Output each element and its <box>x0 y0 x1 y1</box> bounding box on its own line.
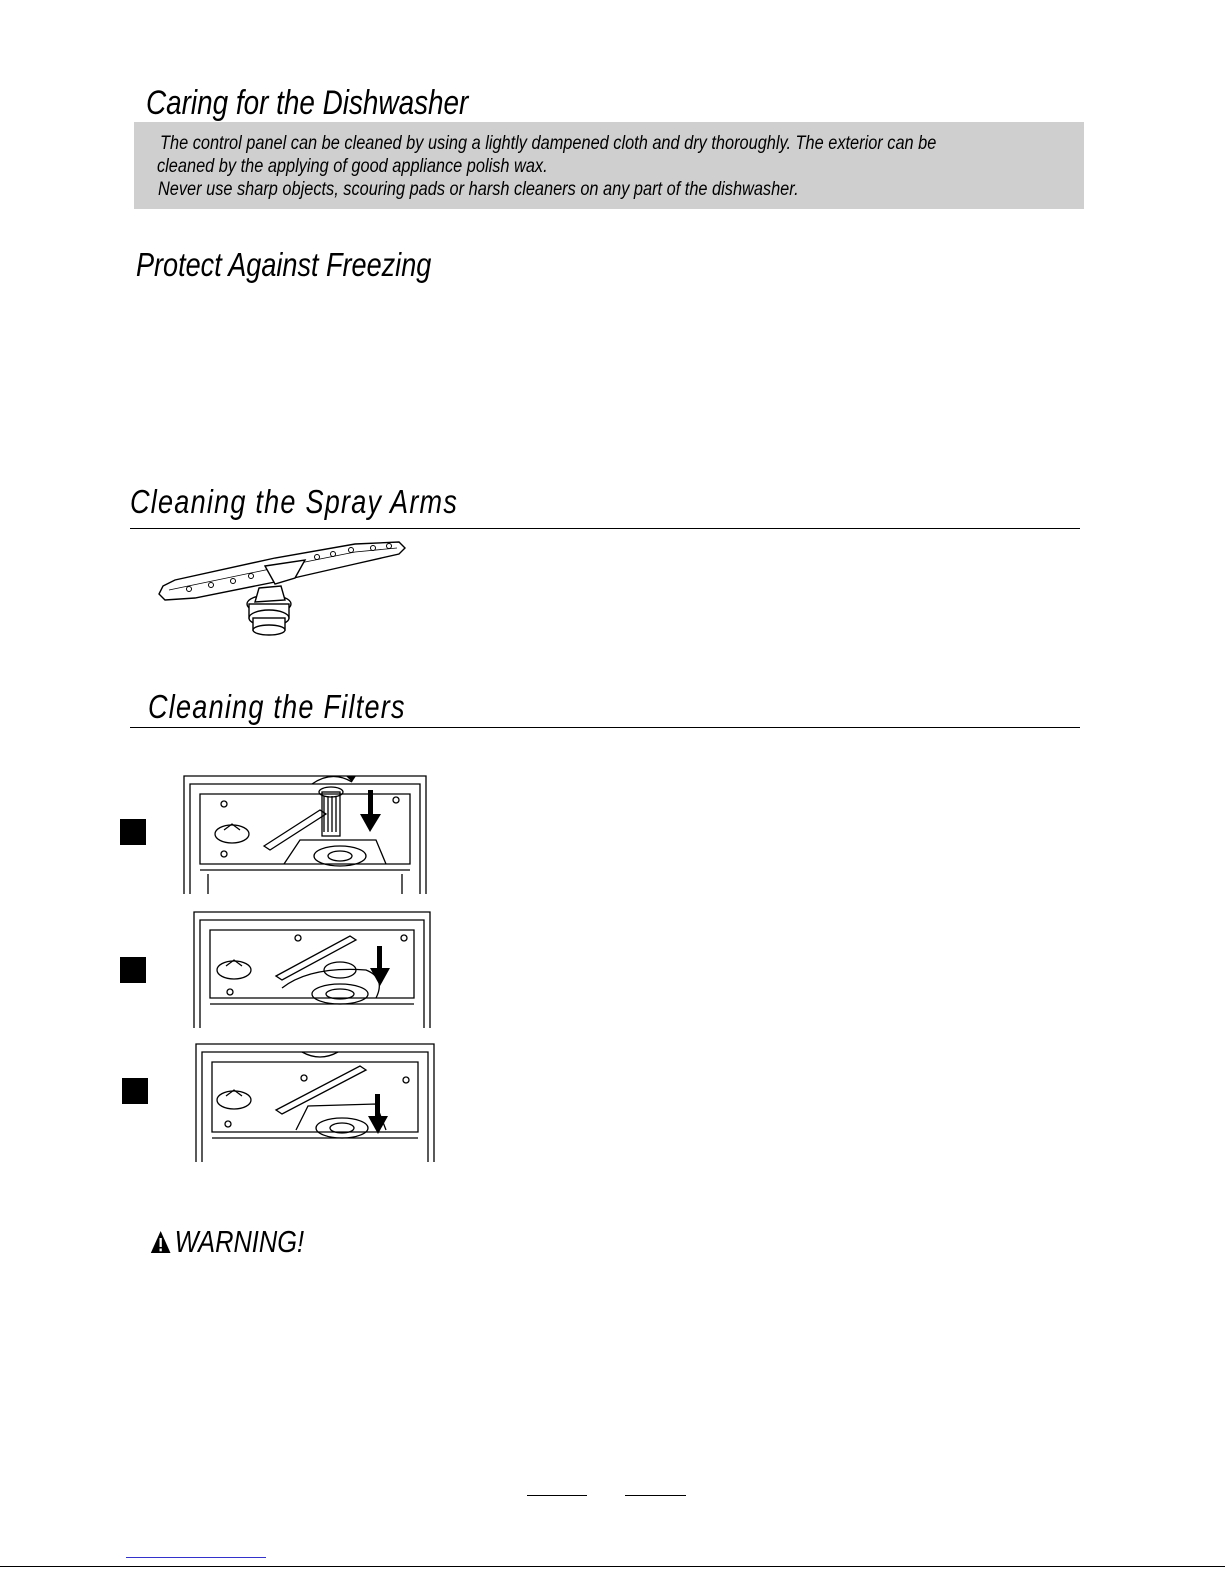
warning-heading <box>150 1224 304 1260</box>
warning-triangle-icon <box>150 1230 171 1254</box>
notice-line-2: cleaned by the applying of good appliance polish wax. <box>157 156 548 177</box>
filter-step-1-illustration <box>180 770 432 896</box>
filter-step-2-illustration <box>190 908 436 1030</box>
warning-title: WARNING! <box>174 1224 305 1259</box>
spray-arm-illustration <box>155 538 415 638</box>
footer-link-underline[interactable] <box>126 1557 266 1558</box>
step-marker-2 <box>120 957 146 983</box>
filters-title: Cleaning the Filters <box>148 688 406 725</box>
caring-notice-box <box>134 122 1084 209</box>
step-marker-1 <box>120 819 146 845</box>
spray-arms-title: Cleaning the Spray Arms <box>130 483 459 520</box>
notice-line-3: Never use sharp objects, scouring pads or harsh cleaners on any part of the dishwasher. <box>158 179 799 200</box>
filter-step-3-illustration <box>192 1040 440 1164</box>
footer-line-left <box>527 1495 587 1496</box>
step-marker-3 <box>122 1078 148 1104</box>
filters-divider <box>130 727 1080 728</box>
freezing-title: Protect Against Freezing <box>136 246 432 283</box>
caring-title: Caring for the Dishwasher <box>146 84 469 122</box>
footer-line-right <box>625 1495 686 1496</box>
notice-line-1: The control panel can be cleaned by using a lightly dampened cloth and dry thoroughly. The exterior can be <box>160 133 937 154</box>
spray-arms-divider <box>130 528 1080 529</box>
page-bottom-border <box>0 1566 1225 1567</box>
